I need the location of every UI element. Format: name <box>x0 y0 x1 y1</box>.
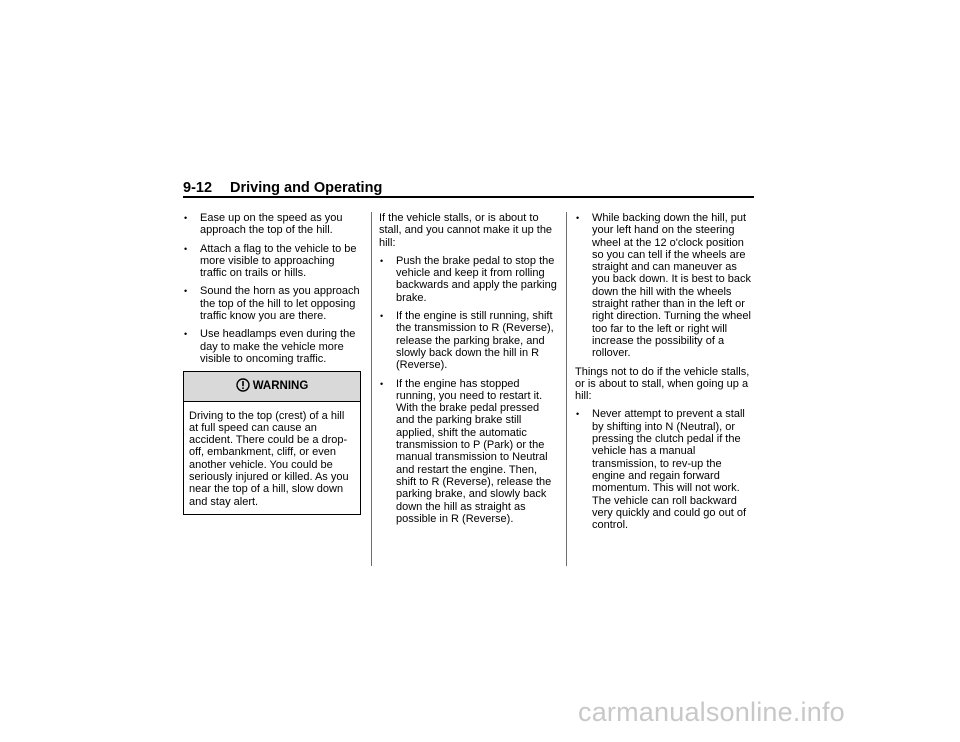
warning-header <box>184 372 360 401</box>
list-item: • Attach a flag to the vehicle to be more visible to approaching traffic on trails or hills. <box>183 243 361 280</box>
page-number: 9-12 <box>183 180 213 196</box>
column-3 <box>575 212 755 537</box>
column-divider <box>371 212 372 566</box>
list-item: • Push the brake pedal to stop the vehicle and keep it from rolling backwards and apply the parking brake. <box>379 255 557 304</box>
column-divider <box>566 212 567 566</box>
intro-paragraph: Things not to do if the vehicle stalls, or is about to stall, when going up a hill: <box>575 365 750 403</box>
header-title <box>183 180 754 196</box>
page-header <box>183 180 754 196</box>
list-item: • Never attempt to prevent a stall by shifting into N (Neutral), or pressing the clutch pedal if the vehicle has a manual transmission, to rev-up the engine and regain forward momentum. This will not work. The vehicle can roll backward very quickly and could go out of control. <box>575 408 755 531</box>
list-item: • If the engine has stopped running, you need to restart it. With the brake pedal pressed and the parking brake still applied, shift the automatic transmission to P (Park) or the manual transmission to Neutral and restart the engine. Then, shift to R (Reverse), release the parking brake, and slowly back down the hill as straight as possible in R (Reverse). <box>379 378 557 526</box>
header-rule <box>183 196 754 198</box>
bullet-list <box>575 212 755 360</box>
warning-symbol-icon <box>236 378 250 395</box>
column-1 <box>183 212 361 515</box>
warning-text: Driving to the top (crest) of a hill at full speed can cause an accident. There could be a drop-off, embankment, cliff, or even another vehicle. You could be seriously injured or killed. As you near the top of a hill, slow down and stay alert. <box>189 409 349 508</box>
list-item: • Sound the horn as you approach the top of the hill to let opposing traffic know you are there. <box>183 285 361 322</box>
intro-paragraph: If the vehicle stalls, or is about to stall, and you cannot make it up the hill: <box>379 212 553 249</box>
list-item: • Ease up on the speed as you approach the top of the hill. <box>183 212 361 237</box>
list-item: • If the engine is still running, shift the transmission to R (Reverse), release the parking brake, and slowly back down the hill in R (Reverse). <box>379 310 557 371</box>
bullet-list <box>183 212 361 365</box>
watermark: carmanualsonline.info <box>578 697 845 727</box>
warning-box <box>183 371 361 515</box>
bullet-list <box>575 408 755 531</box>
section-title: Driving and Operating <box>230 180 383 196</box>
warning-title: WARNING <box>252 380 309 393</box>
column-2 <box>379 212 557 531</box>
list-item: • While backing down the hill, put your left hand on the steering wheel at the 12 o'clock position so you can tell if the wheels are straight and can maneuver as you back down. It is best to back down the hill with the wheels straight rather than in the left or right direction. Turning the wheel too far to the left or right will increase the possibility of a rollover. <box>575 212 755 360</box>
list-item: • Use headlamps even during the day to make the vehicle more visible to oncoming traffic. <box>183 328 361 365</box>
bullet-list <box>379 255 557 525</box>
